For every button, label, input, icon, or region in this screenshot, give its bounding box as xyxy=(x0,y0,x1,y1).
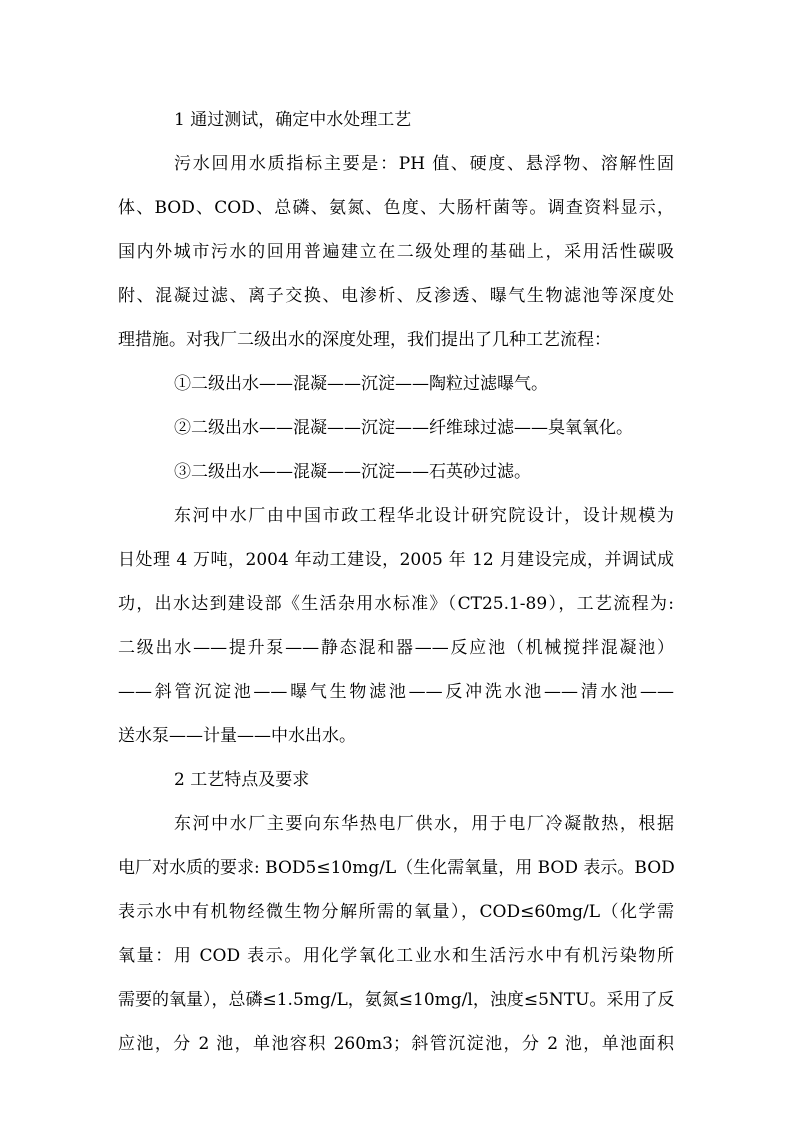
paragraph-1-line-4: 附、混凝过滤、离子交换、电渗析、反渗透、曝气生物滤池等深度处 xyxy=(118,286,674,306)
paragraph-1-line-1: 污水回用水质指标主要是：PH 值、硬度、悬浮物、溶解性固 xyxy=(174,154,674,174)
paragraph-2-line-1: 东河中水厂由中国市政工程华北设计研究院设计，设计规模为 xyxy=(174,506,674,526)
process-option-3: ③二级出水——混凝——沉淀——石英砂过滤。 xyxy=(174,462,531,482)
paragraph-3-line-2: 电厂对水质的要求: BOD5≤10mg/L（生化需氧量，用 BOD 表示。BOD xyxy=(118,858,675,878)
section-1-heading: 1 通过测试，确定中水处理工艺 xyxy=(174,110,412,130)
paragraph-1-line-3: 国内外城市污水的回用普遍建立在二级处理的基础上，采用活性碳吸 xyxy=(118,242,674,262)
process-option-1: ①二级出水——混凝——沉淀——陶粒过滤曝气。 xyxy=(174,374,548,394)
paragraph-2-line-5: ——斜管沉淀池——曝气生物滤池——反冲洗水池——清水池—— xyxy=(118,682,674,702)
paragraph-3-line-4: 氧量：用 COD 表示。用化学氧化工业水和生活污水中有机污染物所 xyxy=(118,946,674,966)
paragraph-2-line-4: 二级出水——提升泵——静态混和器——反应池（机械搅拌混凝池） xyxy=(118,638,674,658)
paragraph-3-line-3: 表示水中有机物经微生物分解所需的氧量），COD≤60mg/L（化学需 xyxy=(118,902,674,922)
paragraph-3-line-6: 应池，分 2 池，单池容积 260m3；斜管沉淀池，分 2 池，单池面积 xyxy=(118,1034,674,1054)
paragraph-2-line-6: 送水泵——计量——中水出水。 xyxy=(118,726,356,746)
document-page xyxy=(118,96,674,1054)
paragraph-3-line-1: 东河中水厂主要向东华热电厂供水，用于电厂冷凝散热，根据 xyxy=(174,814,674,834)
paragraph-2-line-3: 功，出水达到建设部《生活杂用水标准》（CT25.1-89），工艺流程为: xyxy=(118,594,674,614)
section-2-heading: 2 工艺特点及要求 xyxy=(174,770,310,790)
paragraph-2-line-2: 日处理 4 万吨，2004 年动工建设，2005 年 12 月建设完成，并调试成 xyxy=(118,550,674,570)
paragraph-3-line-5: 需要的氧量），总磷≤1.5mg/L，氨氮≤10mg/l，浊度≤5NTU。采用了反 xyxy=(118,990,675,1010)
paragraph-1-line-2: 体、BOD、COD、总磷、氨氮、色度、大肠杆菌等。调查资料显示， xyxy=(118,198,674,218)
paragraph-1-line-5: 理措施。对我厂二级出水的深度处理，我们提出了几种工艺流程： xyxy=(118,330,611,350)
process-option-2: ②二级出水——混凝——沉淀——纤维球过滤——臭氧氧化。 xyxy=(174,418,633,438)
